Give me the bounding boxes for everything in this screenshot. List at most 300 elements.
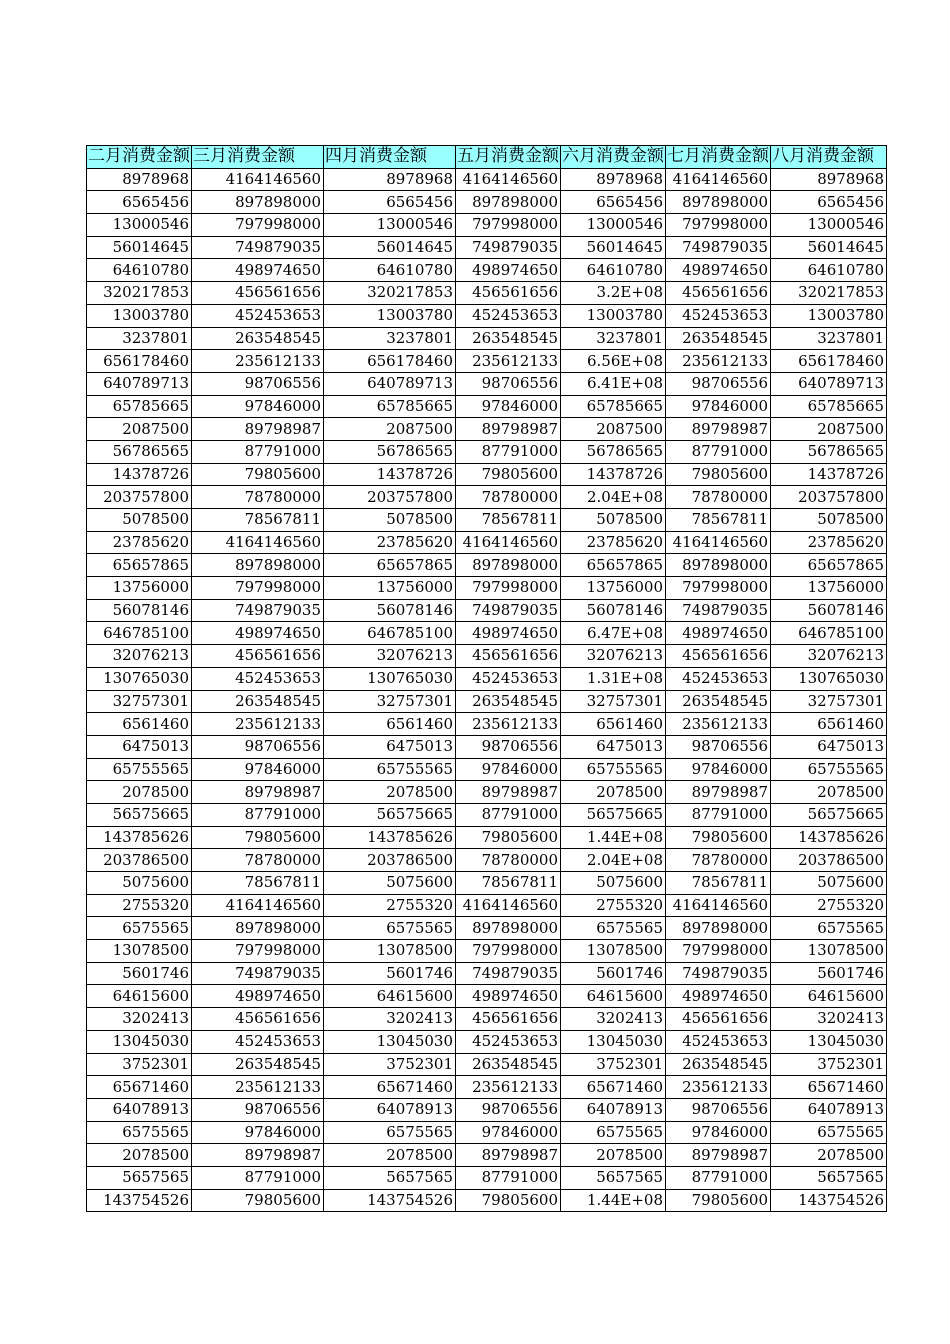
table-cell[interactable]: 32076213 xyxy=(87,645,192,668)
table-cell[interactable]: 498974650 xyxy=(666,259,771,282)
table-cell[interactable]: 64610780 xyxy=(324,259,456,282)
table-cell[interactable]: 8978968 xyxy=(561,168,666,191)
table-cell[interactable]: 452453653 xyxy=(192,304,324,327)
table-cell[interactable]: 65755565 xyxy=(771,758,887,781)
table-cell[interactable]: 78567811 xyxy=(666,872,771,895)
table-cell[interactable]: 6565456 xyxy=(771,191,887,214)
table-cell[interactable]: 65785665 xyxy=(771,395,887,418)
table-cell[interactable]: 56078146 xyxy=(324,599,456,622)
table-cell[interactable]: 6.56E+08 xyxy=(561,350,666,373)
table-cell[interactable]: 3202413 xyxy=(324,1008,456,1031)
table-cell[interactable]: 1.44E+08 xyxy=(561,1189,666,1212)
table-cell[interactable]: 235612133 xyxy=(192,1076,324,1099)
table-cell[interactable]: 32757301 xyxy=(324,690,456,713)
table-cell[interactable]: 4164146560 xyxy=(456,168,561,191)
table-cell[interactable]: 23785620 xyxy=(324,531,456,554)
table-cell[interactable]: 456561656 xyxy=(456,282,561,305)
table-cell[interactable]: 65671460 xyxy=(561,1076,666,1099)
table-cell[interactable]: 498974650 xyxy=(192,985,324,1008)
table-cell[interactable]: 13756000 xyxy=(771,577,887,600)
table-cell[interactable]: 5657565 xyxy=(771,1166,887,1189)
table-cell[interactable]: 6475013 xyxy=(771,735,887,758)
table-cell[interactable]: 797998000 xyxy=(456,940,561,963)
table-cell[interactable]: 1.44E+08 xyxy=(561,826,666,849)
table-cell[interactable]: 6561460 xyxy=(561,713,666,736)
table-cell[interactable]: 6575565 xyxy=(87,1121,192,1144)
table-cell[interactable]: 14378726 xyxy=(87,463,192,486)
table-cell[interactable]: 64078913 xyxy=(324,1098,456,1121)
table-cell[interactable]: 4164146560 xyxy=(666,168,771,191)
table-cell[interactable]: 13003780 xyxy=(771,304,887,327)
table-cell[interactable]: 5078500 xyxy=(561,509,666,532)
table-cell[interactable]: 452453653 xyxy=(666,667,771,690)
table-cell[interactable]: 79805600 xyxy=(192,1189,324,1212)
table-cell[interactable]: 2078500 xyxy=(324,781,456,804)
table-cell[interactable]: 656178460 xyxy=(324,350,456,373)
table-cell[interactable]: 97846000 xyxy=(456,395,561,418)
table-cell[interactable]: 797998000 xyxy=(666,940,771,963)
table-cell[interactable]: 13078500 xyxy=(324,940,456,963)
table-cell[interactable]: 749879035 xyxy=(456,236,561,259)
table-cell[interactable]: 98706556 xyxy=(666,372,771,395)
table-cell[interactable]: 320217853 xyxy=(324,282,456,305)
table-cell[interactable]: 897898000 xyxy=(666,917,771,940)
table-cell[interactable]: 797998000 xyxy=(666,577,771,600)
table-cell[interactable]: 89798987 xyxy=(456,418,561,441)
table-cell[interactable]: 5075600 xyxy=(87,872,192,895)
table-cell[interactable]: 65785665 xyxy=(87,395,192,418)
table-cell[interactable]: 263548545 xyxy=(666,1053,771,1076)
table-cell[interactable]: 2078500 xyxy=(771,781,887,804)
table-cell[interactable]: 5078500 xyxy=(87,509,192,532)
table-cell[interactable]: 13045030 xyxy=(87,1030,192,1053)
table-cell[interactable]: 8978968 xyxy=(324,168,456,191)
table-cell[interactable]: 98706556 xyxy=(666,1098,771,1121)
table-cell[interactable]: 3202413 xyxy=(87,1008,192,1031)
table-cell[interactable]: 749879035 xyxy=(666,236,771,259)
table-cell[interactable]: 6575565 xyxy=(771,1121,887,1144)
table-cell[interactable]: 3237801 xyxy=(324,327,456,350)
table-cell[interactable]: 23785620 xyxy=(771,531,887,554)
table-cell[interactable]: 797998000 xyxy=(666,214,771,237)
table-cell[interactable]: 65657865 xyxy=(87,554,192,577)
table-cell[interactable]: 4164146560 xyxy=(456,531,561,554)
table-cell[interactable]: 4164146560 xyxy=(666,531,771,554)
table-cell[interactable]: 3752301 xyxy=(771,1053,887,1076)
table-cell[interactable]: 130765030 xyxy=(87,667,192,690)
table-cell[interactable]: 79805600 xyxy=(192,463,324,486)
table-cell[interactable]: 64078913 xyxy=(771,1098,887,1121)
table-cell[interactable]: 263548545 xyxy=(456,327,561,350)
table-cell[interactable]: 79805600 xyxy=(666,1189,771,1212)
table-cell[interactable]: 78567811 xyxy=(666,509,771,532)
table-cell[interactable]: 87791000 xyxy=(456,1166,561,1189)
table-cell[interactable]: 6561460 xyxy=(771,713,887,736)
table-cell[interactable]: 3752301 xyxy=(324,1053,456,1076)
table-cell[interactable]: 897898000 xyxy=(192,917,324,940)
table-cell[interactable]: 456561656 xyxy=(666,282,771,305)
table-cell[interactable]: 5075600 xyxy=(771,872,887,895)
table-cell[interactable]: 5601746 xyxy=(771,962,887,985)
table-cell[interactable]: 235612133 xyxy=(666,350,771,373)
table-cell[interactable]: 130765030 xyxy=(324,667,456,690)
table-cell[interactable]: 143754526 xyxy=(87,1189,192,1212)
table-cell[interactable]: 98706556 xyxy=(456,372,561,395)
table-cell[interactable]: 1.31E+08 xyxy=(561,667,666,690)
table-cell[interactable]: 79805600 xyxy=(666,463,771,486)
table-cell[interactable]: 32757301 xyxy=(561,690,666,713)
table-cell[interactable]: 64610780 xyxy=(771,259,887,282)
table-cell[interactable]: 498974650 xyxy=(192,622,324,645)
table-cell[interactable]: 797998000 xyxy=(456,577,561,600)
table-cell[interactable]: 87791000 xyxy=(456,440,561,463)
column-header[interactable]: 三月消费金额 xyxy=(192,146,324,169)
table-cell[interactable]: 78567811 xyxy=(456,872,561,895)
table-cell[interactable]: 13045030 xyxy=(771,1030,887,1053)
table-cell[interactable]: 897898000 xyxy=(192,554,324,577)
table-cell[interactable]: 263548545 xyxy=(192,1053,324,1076)
table-cell[interactable]: 13003780 xyxy=(324,304,456,327)
table-cell[interactable]: 6561460 xyxy=(324,713,456,736)
table-cell[interactable]: 78780000 xyxy=(666,486,771,509)
table-cell[interactable]: 498974650 xyxy=(192,259,324,282)
table-cell[interactable]: 456561656 xyxy=(192,1008,324,1031)
table-cell[interactable]: 5657565 xyxy=(87,1166,192,1189)
table-cell[interactable]: 65671460 xyxy=(771,1076,887,1099)
table-cell[interactable]: 56575665 xyxy=(324,803,456,826)
table-cell[interactable]: 13045030 xyxy=(561,1030,666,1053)
table-cell[interactable]: 235612133 xyxy=(192,713,324,736)
table-cell[interactable]: 2078500 xyxy=(561,1144,666,1167)
table-cell[interactable]: 32757301 xyxy=(87,690,192,713)
table-cell[interactable]: 87791000 xyxy=(666,803,771,826)
column-header[interactable]: 六月消费金额 xyxy=(562,146,664,167)
table-cell[interactable]: 97846000 xyxy=(456,758,561,781)
table-cell[interactable]: 646785100 xyxy=(771,622,887,645)
table-cell[interactable]: 2078500 xyxy=(87,781,192,804)
table-cell[interactable]: 749879035 xyxy=(192,236,324,259)
table-cell[interactable]: 79805600 xyxy=(456,1189,561,1212)
table-cell[interactable]: 65785665 xyxy=(561,395,666,418)
table-cell[interactable]: 6.47E+08 xyxy=(561,622,666,645)
table-cell[interactable]: 97846000 xyxy=(666,1121,771,1144)
table-cell[interactable]: 6575565 xyxy=(561,917,666,940)
table-cell[interactable]: 87791000 xyxy=(192,440,324,463)
table-cell[interactable]: 13003780 xyxy=(561,304,666,327)
table-cell[interactable]: 13756000 xyxy=(324,577,456,600)
table-cell[interactable]: 656178460 xyxy=(771,350,887,373)
table-cell[interactable]: 452453653 xyxy=(456,1030,561,1053)
table-cell[interactable]: 3202413 xyxy=(561,1008,666,1031)
table-cell[interactable]: 78780000 xyxy=(456,486,561,509)
table-cell[interactable]: 203786500 xyxy=(87,849,192,872)
table-cell[interactable]: 452453653 xyxy=(192,667,324,690)
table-cell[interactable]: 143785626 xyxy=(771,826,887,849)
table-cell[interactable]: 498974650 xyxy=(666,985,771,1008)
table-cell[interactable]: 6575565 xyxy=(324,917,456,940)
table-cell[interactable]: 498974650 xyxy=(456,259,561,282)
table-cell[interactable]: 897898000 xyxy=(456,191,561,214)
table-cell[interactable]: 6565456 xyxy=(87,191,192,214)
table-cell[interactable]: 14378726 xyxy=(771,463,887,486)
table-cell[interactable]: 65755565 xyxy=(87,758,192,781)
table-cell[interactable]: 56786565 xyxy=(324,440,456,463)
table-cell[interactable]: 3237801 xyxy=(771,327,887,350)
table-cell[interactable]: 5078500 xyxy=(771,509,887,532)
table-cell[interactable]: 56014645 xyxy=(561,236,666,259)
table-cell[interactable]: 456561656 xyxy=(456,645,561,668)
table-cell[interactable]: 3752301 xyxy=(87,1053,192,1076)
table-cell[interactable]: 56078146 xyxy=(561,599,666,622)
table-cell[interactable]: 3752301 xyxy=(561,1053,666,1076)
table-cell[interactable]: 452453653 xyxy=(666,304,771,327)
table-cell[interactable]: 13003780 xyxy=(87,304,192,327)
table-cell[interactable]: 4164146560 xyxy=(666,894,771,917)
table-cell[interactable]: 89798987 xyxy=(456,1144,561,1167)
table-cell[interactable]: 235612133 xyxy=(192,350,324,373)
table-cell[interactable]: 320217853 xyxy=(771,282,887,305)
table-cell[interactable]: 98706556 xyxy=(192,1098,324,1121)
table-cell[interactable]: 6565456 xyxy=(324,191,456,214)
table-cell[interactable]: 797998000 xyxy=(192,214,324,237)
table-cell[interactable]: 263548545 xyxy=(666,327,771,350)
table-cell[interactable]: 78567811 xyxy=(192,872,324,895)
table-cell[interactable]: 456561656 xyxy=(192,645,324,668)
table-cell[interactable]: 78567811 xyxy=(192,509,324,532)
table-cell[interactable]: 2755320 xyxy=(771,894,887,917)
table-cell[interactable]: 2755320 xyxy=(561,894,666,917)
table-cell[interactable]: 897898000 xyxy=(456,554,561,577)
table-cell[interactable]: 5657565 xyxy=(561,1166,666,1189)
table-cell[interactable]: 56575665 xyxy=(771,803,887,826)
table-cell[interactable]: 56786565 xyxy=(87,440,192,463)
table-cell[interactable]: 65657865 xyxy=(324,554,456,577)
table-cell[interactable]: 13000546 xyxy=(324,214,456,237)
table-cell[interactable]: 13000546 xyxy=(87,214,192,237)
table-cell[interactable]: 13078500 xyxy=(771,940,887,963)
table-cell[interactable]: 23785620 xyxy=(87,531,192,554)
table-cell[interactable]: 143785626 xyxy=(324,826,456,849)
table-cell[interactable]: 87791000 xyxy=(192,803,324,826)
column-header[interactable]: 四月消费金额 xyxy=(324,146,456,169)
table-cell[interactable]: 56786565 xyxy=(771,440,887,463)
table-cell[interactable]: 56014645 xyxy=(771,236,887,259)
table-cell[interactable]: 64610780 xyxy=(87,259,192,282)
table-cell[interactable]: 263548545 xyxy=(192,327,324,350)
table-cell[interactable]: 5601746 xyxy=(324,962,456,985)
table-cell[interactable]: 4164146560 xyxy=(192,531,324,554)
table-cell[interactable]: 235612133 xyxy=(666,713,771,736)
table-cell[interactable]: 13078500 xyxy=(87,940,192,963)
table-cell[interactable]: 98706556 xyxy=(666,735,771,758)
table-cell[interactable]: 749879035 xyxy=(666,962,771,985)
table-cell[interactable]: 3237801 xyxy=(561,327,666,350)
table-cell[interactable]: 65657865 xyxy=(771,554,887,577)
table-cell[interactable]: 5075600 xyxy=(324,872,456,895)
table-cell[interactable]: 97846000 xyxy=(192,758,324,781)
table-cell[interactable]: 56786565 xyxy=(561,440,666,463)
table-cell[interactable]: 263548545 xyxy=(456,690,561,713)
table-cell[interactable]: 98706556 xyxy=(192,735,324,758)
table-cell[interactable]: 235612133 xyxy=(666,1076,771,1099)
table-cell[interactable]: 98706556 xyxy=(456,1098,561,1121)
table-cell[interactable]: 897898000 xyxy=(456,917,561,940)
table-cell[interactable]: 64615600 xyxy=(87,985,192,1008)
table-cell[interactable]: 56575665 xyxy=(561,803,666,826)
table-cell[interactable]: 897898000 xyxy=(666,191,771,214)
table-cell[interactable]: 97846000 xyxy=(192,395,324,418)
table-cell[interactable]: 32076213 xyxy=(771,645,887,668)
table-cell[interactable]: 89798987 xyxy=(666,1144,771,1167)
table-cell[interactable]: 32757301 xyxy=(771,690,887,713)
table-cell[interactable]: 797998000 xyxy=(192,577,324,600)
table-cell[interactable]: 97846000 xyxy=(192,1121,324,1144)
table-cell[interactable]: 452453653 xyxy=(666,1030,771,1053)
table-cell[interactable]: 32076213 xyxy=(561,645,666,668)
table-cell[interactable]: 2087500 xyxy=(87,418,192,441)
table-cell[interactable]: 8978968 xyxy=(771,168,887,191)
table-cell[interactable]: 56078146 xyxy=(87,599,192,622)
table-cell[interactable]: 56014645 xyxy=(87,236,192,259)
table-cell[interactable]: 56078146 xyxy=(771,599,887,622)
table-cell[interactable]: 87791000 xyxy=(666,440,771,463)
table-cell[interactable]: 897898000 xyxy=(666,554,771,577)
table-cell[interactable]: 89798987 xyxy=(192,418,324,441)
table-cell[interactable]: 2.04E+08 xyxy=(561,486,666,509)
table-cell[interactable]: 6475013 xyxy=(87,735,192,758)
table-cell[interactable]: 78780000 xyxy=(666,849,771,872)
table-cell[interactable]: 498974650 xyxy=(456,985,561,1008)
table-cell[interactable]: 89798987 xyxy=(666,418,771,441)
table-cell[interactable]: 64615600 xyxy=(561,985,666,1008)
table-cell[interactable]: 3.2E+08 xyxy=(561,282,666,305)
table-cell[interactable]: 6565456 xyxy=(561,191,666,214)
table-cell[interactable]: 13000546 xyxy=(561,214,666,237)
table-cell[interactable]: 6561460 xyxy=(87,713,192,736)
table-cell[interactable]: 64078913 xyxy=(87,1098,192,1121)
table-cell[interactable]: 656178460 xyxy=(87,350,192,373)
table-cell[interactable]: 2755320 xyxy=(87,894,192,917)
table-cell[interactable]: 98706556 xyxy=(456,735,561,758)
table-cell[interactable]: 2078500 xyxy=(771,1144,887,1167)
table-cell[interactable]: 2078500 xyxy=(561,781,666,804)
table-cell[interactable]: 263548545 xyxy=(456,1053,561,1076)
table-cell[interactable]: 65657865 xyxy=(561,554,666,577)
table-cell[interactable]: 897898000 xyxy=(192,191,324,214)
table-cell[interactable]: 79805600 xyxy=(456,826,561,849)
table-cell[interactable]: 65671460 xyxy=(87,1076,192,1099)
table-cell[interactable]: 97846000 xyxy=(666,395,771,418)
table-cell[interactable]: 97846000 xyxy=(666,758,771,781)
table-cell[interactable]: 4164146560 xyxy=(192,168,324,191)
column-header[interactable]: 八月消费金额 xyxy=(771,146,887,169)
table-cell[interactable]: 89798987 xyxy=(192,781,324,804)
table-cell[interactable]: 6.41E+08 xyxy=(561,372,666,395)
table-cell[interactable]: 89798987 xyxy=(456,781,561,804)
table-cell[interactable]: 64615600 xyxy=(771,985,887,1008)
table-cell[interactable]: 4164146560 xyxy=(456,894,561,917)
table-cell[interactable]: 97846000 xyxy=(456,1121,561,1144)
table-cell[interactable]: 14378726 xyxy=(324,463,456,486)
table-cell[interactable]: 143754526 xyxy=(324,1189,456,1212)
table-cell[interactable]: 646785100 xyxy=(87,622,192,645)
table-cell[interactable]: 749879035 xyxy=(192,599,324,622)
table-cell[interactable]: 130765030 xyxy=(771,667,887,690)
table-cell[interactable]: 3237801 xyxy=(87,327,192,350)
table-cell[interactable]: 6475013 xyxy=(324,735,456,758)
table-cell[interactable]: 203757800 xyxy=(771,486,887,509)
table-cell[interactable]: 797998000 xyxy=(456,214,561,237)
table-cell[interactable]: 2087500 xyxy=(771,418,887,441)
table-cell[interactable]: 4164146560 xyxy=(192,894,324,917)
column-header[interactable]: 二月消费金额 xyxy=(88,146,190,167)
table-cell[interactable]: 23785620 xyxy=(561,531,666,554)
table-cell[interactable]: 89798987 xyxy=(192,1144,324,1167)
table-cell[interactable]: 13078500 xyxy=(561,940,666,963)
table-cell[interactable]: 5078500 xyxy=(324,509,456,532)
table-cell[interactable]: 2078500 xyxy=(87,1144,192,1167)
table-cell[interactable]: 263548545 xyxy=(192,690,324,713)
table-cell[interactable]: 79805600 xyxy=(666,826,771,849)
table-cell[interactable]: 6575565 xyxy=(87,917,192,940)
table-cell[interactable]: 78780000 xyxy=(456,849,561,872)
table-cell[interactable]: 203786500 xyxy=(771,849,887,872)
column-header[interactable]: 七月消费金额 xyxy=(667,146,769,167)
table-cell[interactable]: 2087500 xyxy=(561,418,666,441)
table-cell[interactable]: 640789713 xyxy=(324,372,456,395)
table-cell[interactable]: 87791000 xyxy=(192,1166,324,1189)
table-cell[interactable]: 203757800 xyxy=(324,486,456,509)
table-cell[interactable]: 640789713 xyxy=(771,372,887,395)
table-cell[interactable]: 79805600 xyxy=(456,463,561,486)
table-cell[interactable]: 64615600 xyxy=(324,985,456,1008)
table-cell[interactable]: 87791000 xyxy=(666,1166,771,1189)
table-cell[interactable]: 749879035 xyxy=(456,962,561,985)
table-cell[interactable]: 456561656 xyxy=(456,1008,561,1031)
table-cell[interactable]: 6475013 xyxy=(561,735,666,758)
table-cell[interactable]: 498974650 xyxy=(666,622,771,645)
table-cell[interactable]: 5601746 xyxy=(561,962,666,985)
table-cell[interactable]: 143785626 xyxy=(87,826,192,849)
table-cell[interactable]: 78780000 xyxy=(192,849,324,872)
table-cell[interactable]: 3202413 xyxy=(771,1008,887,1031)
table-cell[interactable]: 32076213 xyxy=(324,645,456,668)
table-cell[interactable]: 456561656 xyxy=(192,282,324,305)
column-header[interactable]: 五月消费金额 xyxy=(457,146,559,167)
table-cell[interactable]: 65671460 xyxy=(324,1076,456,1099)
table-cell[interactable]: 87791000 xyxy=(456,803,561,826)
table-cell[interactable]: 749879035 xyxy=(192,962,324,985)
table-cell[interactable]: 13045030 xyxy=(324,1030,456,1053)
table-cell[interactable]: 89798987 xyxy=(666,781,771,804)
table-cell[interactable]: 6575565 xyxy=(561,1121,666,1144)
table-cell[interactable]: 203786500 xyxy=(324,849,456,872)
table-cell[interactable]: 320217853 xyxy=(87,282,192,305)
table-cell[interactable]: 64078913 xyxy=(561,1098,666,1121)
table-cell[interactable]: 263548545 xyxy=(666,690,771,713)
table-cell[interactable]: 2087500 xyxy=(324,418,456,441)
table-cell[interactable]: 78780000 xyxy=(192,486,324,509)
table-cell[interactable]: 56575665 xyxy=(87,803,192,826)
table-cell[interactable]: 56014645 xyxy=(324,236,456,259)
table-cell[interactable]: 13756000 xyxy=(561,577,666,600)
table-cell[interactable]: 235612133 xyxy=(456,1076,561,1099)
table-cell[interactable]: 13756000 xyxy=(87,577,192,600)
table-cell[interactable]: 749879035 xyxy=(456,599,561,622)
table-cell[interactable]: 78567811 xyxy=(456,509,561,532)
table-cell[interactable]: 6575565 xyxy=(324,1121,456,1144)
table-cell[interactable]: 797998000 xyxy=(192,940,324,963)
